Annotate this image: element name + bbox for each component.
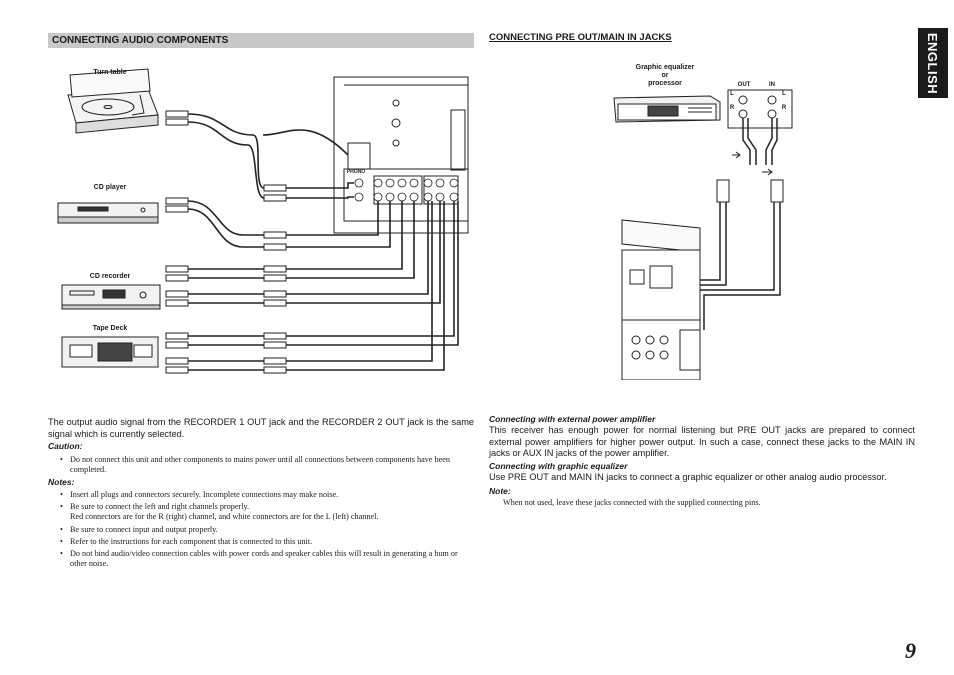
note-item-line1: Be sure to connect the left and right channels properly. <box>70 502 250 512</box>
caution-list <box>58 455 474 477</box>
note-item-line2: Red connectors are for the R (right) channel, and white connectors are for the L (left) channel. <box>70 512 379 522</box>
turntable-illustration <box>68 69 158 133</box>
note-paragraph: When not used, leave these jacks connected with the supplied connecting pins. <box>503 498 761 507</box>
pre-out-diagram <box>600 80 910 380</box>
notes-heading: Notes: <box>48 477 75 487</box>
note-heading: Note: <box>489 486 511 496</box>
note-item <box>58 502 474 522</box>
section-title-audio-components: CONNECTING AUDIO COMPONENTS <box>48 33 474 48</box>
caution-heading: Caution: <box>48 441 83 451</box>
label-equalizer-line2: or <box>661 72 669 79</box>
label-equalizer <box>630 64 700 88</box>
label-cd-recorder: CD recorder <box>89 273 131 280</box>
receiver-plugs <box>264 185 286 373</box>
ext-amp-heading: Connecting with external power amplifier <box>489 414 656 424</box>
receiver-rear-panel <box>334 77 468 233</box>
label-equalizer-line1: Graphic equalizer <box>635 64 695 71</box>
eq-paragraph: Use PRE OUT and MAIN IN jacks to connect a graphic equalizer or other analog audio processor. <box>489 472 887 482</box>
label-phono: PHONO <box>346 169 366 175</box>
cd-player-illustration <box>58 203 158 223</box>
label-in: IN <box>769 82 775 88</box>
note-item: • Do not bind audio/video connection cables with power cords and speaker cables this will result in generating a hum or other noise. <box>58 549 474 569</box>
label-tape-deck: Tape Deck <box>92 325 128 332</box>
section-title-pre-out: CONNECTING PRE OUT/MAIN IN JACKS <box>489 32 672 43</box>
tape-deck-illustration <box>62 337 158 367</box>
label-out: OUT <box>737 82 751 88</box>
label-cd-player: CD player <box>93 184 127 191</box>
ext-amp-paragraph: This receiver has enough power for normal listening but PRE OUT jacks are prepared to connect external power amplifiers for higher power output. In such a case, connect these jacks to the MAIN IN jacks or AUX IN jacks of the power amplifier. <box>489 425 915 458</box>
note-item: • Insert all plugs and connectors securely. Incomplete connections may make noise. <box>58 490 474 500</box>
note-item: • Be sure to connect input and output properly. <box>58 525 474 535</box>
label-r-in: R <box>781 105 787 111</box>
note-item: • Refer to the instructions for each component that is connected to this unit. <box>58 537 474 547</box>
intro-paragraph: The output audio signal from the RECORDER 1 OUT jack and the RECORDER 2 OUT jack is the same signal which is currently selected. <box>48 417 474 439</box>
label-l-out: L <box>730 91 734 97</box>
caution-item: • Do not connect this unit and other components to mains power until all connections between components have been completed. <box>58 455 474 475</box>
notes-list <box>58 490 474 571</box>
label-equalizer-line3: processor <box>648 80 682 87</box>
language-tab-label: ENGLISH <box>925 32 941 94</box>
page-number: 9 <box>905 638 916 663</box>
label-turntable: Turn table <box>93 69 127 76</box>
equalizer-illustration <box>614 96 720 122</box>
label-r-out: R <box>729 105 735 111</box>
cd-recorder-illustration <box>62 285 160 309</box>
audio-components-diagram <box>48 55 474 385</box>
label-l-in: L <box>782 91 786 97</box>
eq-heading: Connecting with graphic equalizer <box>489 461 628 471</box>
receiver-illustration <box>622 220 700 380</box>
device-plugs <box>166 111 188 373</box>
language-tab <box>918 28 948 98</box>
